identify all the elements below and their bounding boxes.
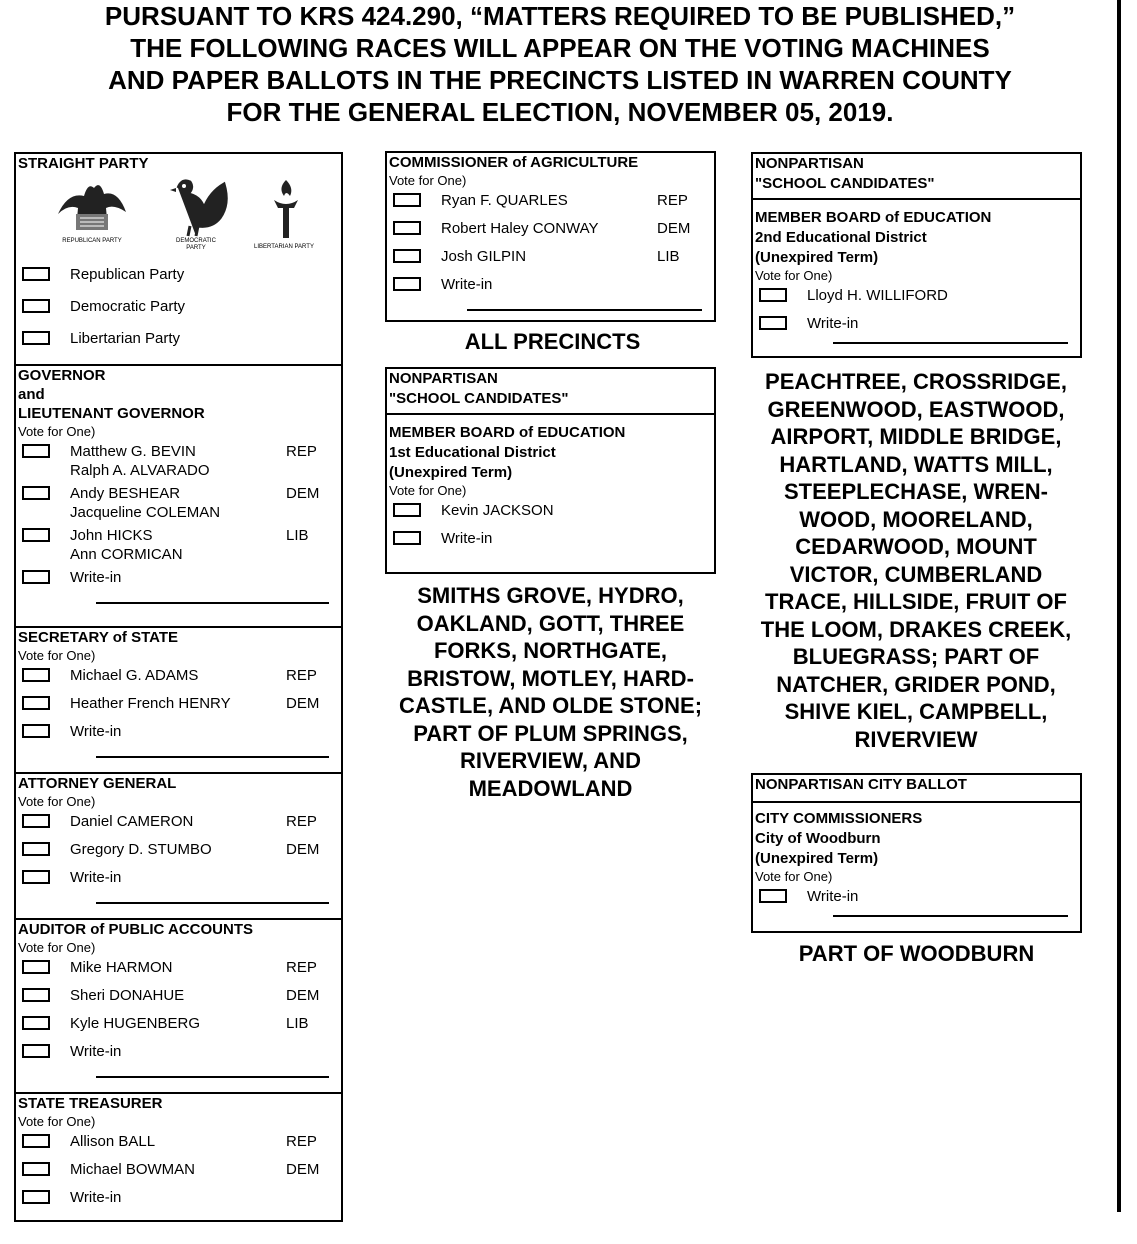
write-in-label: Write-in xyxy=(70,1189,122,1206)
candidate-row[interactable] xyxy=(387,189,714,217)
candidate-name: Michael BOWMAN xyxy=(70,1161,196,1178)
caption-line: BLUEGRASS; PART OF xyxy=(792,644,1040,669)
candidate-name: Ryan F. QUARLES xyxy=(441,192,568,209)
party-label: REP xyxy=(286,443,317,460)
party-label: DEM xyxy=(286,987,320,1004)
write-in-label: Write-in xyxy=(70,569,122,586)
headline-line: FOR THE GENERAL ELECTION, NOVEMBER 05, 2019. xyxy=(226,97,894,127)
vote-checkbox[interactable] xyxy=(22,960,50,974)
candidate-row[interactable] xyxy=(16,692,341,720)
party-label: DEM xyxy=(286,695,320,712)
party-label: DEM xyxy=(657,220,691,237)
attorney-general-section xyxy=(16,774,341,920)
race-title: ATTORNEY GENERAL xyxy=(18,775,177,792)
candidate-row[interactable] xyxy=(16,664,341,692)
caption-line: VICTOR, CUMBERLAND xyxy=(789,561,1043,587)
democratic-rooster-emblem-icon xyxy=(160,174,234,240)
vote-checkbox[interactable] xyxy=(22,1016,50,1030)
nonpartisan-header xyxy=(387,369,714,415)
vote-checkbox[interactable] xyxy=(759,889,787,903)
write-in-row[interactable] xyxy=(387,527,714,555)
vote-checkbox[interactable] xyxy=(759,316,787,330)
libertarian-torch-emblem-icon xyxy=(264,178,308,244)
write-in-line[interactable] xyxy=(467,301,702,311)
caption-line: PART OF PLUM SPRINGS, xyxy=(413,720,688,746)
vote-checkbox[interactable] xyxy=(393,277,421,291)
nonpartisan-label: NONPARTISAN xyxy=(389,370,498,387)
candidate-row[interactable] xyxy=(753,284,1080,312)
vote-checkbox[interactable] xyxy=(22,1162,50,1176)
precinct-caption-district-1 xyxy=(378,582,723,802)
caption-line: WOOD, MOORELAND, xyxy=(799,506,1033,532)
write-in-row[interactable] xyxy=(753,885,1080,913)
candidate-name: Lloyd H. WILLIFORD xyxy=(807,287,948,304)
race-title: GOVERNOR xyxy=(18,367,106,384)
caption-line: GREENWOOD, EASTWOOD, xyxy=(767,396,1065,422)
vote-checkbox[interactable] xyxy=(393,249,421,263)
write-in-row[interactable] xyxy=(16,866,341,894)
write-in-row[interactable] xyxy=(16,566,341,594)
state-treasurer-section xyxy=(16,1094,341,1244)
caption-line: NATCHER, GRIDER POND, xyxy=(776,671,1056,697)
vote-checkbox[interactable] xyxy=(759,288,787,302)
candidate-name-governor: John HICKS xyxy=(70,527,153,544)
headline-line: THE FOLLOWING RACES WILL APPEAR ON THE VOTING MACHINES xyxy=(130,33,990,63)
page-edge-divider xyxy=(1117,0,1121,1212)
race-subtitle: 1st Educational District xyxy=(389,444,556,461)
write-in-label: Write-in xyxy=(70,869,122,886)
candidate-row[interactable] xyxy=(387,245,714,273)
precinct-caption-woodburn: PART OF WOODBURN xyxy=(798,941,1035,966)
vote-checkbox[interactable] xyxy=(22,988,50,1002)
write-in-row[interactable] xyxy=(753,312,1080,340)
vote-checkbox[interactable] xyxy=(22,331,50,345)
republican-eagle-emblem-icon xyxy=(54,174,130,240)
party-name: Republican Party xyxy=(70,266,185,283)
write-in-label: Write-in xyxy=(70,723,122,740)
caption-line: THE LOOM, DRAKES CREEK, xyxy=(760,616,1072,642)
vote-checkbox[interactable] xyxy=(22,486,50,500)
candidate-name: Kyle HUGENBERG xyxy=(70,1015,201,1032)
headline-line: PURSUANT TO KRS 424.290, “MATTERS REQUIRED TO BE PUBLISHED,” xyxy=(104,1,1016,31)
candidate-name: Kevin JACKSON xyxy=(441,502,554,519)
race-title: CITY COMMISSIONERS xyxy=(755,810,923,827)
precinct-caption-all: ALL PRECINCTS xyxy=(464,329,641,354)
race-title: SECRETARY of STATE xyxy=(18,629,179,646)
vote-checkbox[interactable] xyxy=(393,221,421,235)
party-label: LIB xyxy=(657,248,680,265)
vote-checkbox[interactable] xyxy=(22,668,50,682)
race-term: (Unexpired Term) xyxy=(755,850,879,867)
vote-for-one-label: Vote for One) xyxy=(18,940,96,955)
race-title: MEMBER BOARD of EDUCATION xyxy=(755,209,992,226)
caption-line: RIVERVIEW xyxy=(854,726,978,752)
vote-checkbox[interactable] xyxy=(393,193,421,207)
ballot-column-statewide xyxy=(14,152,343,1222)
emblem-caption: REPUBLICAN PARTY xyxy=(62,238,122,244)
candidate-row[interactable] xyxy=(16,838,341,866)
vote-for-one-label: Vote for One) xyxy=(389,173,467,188)
caption-line: FORKS, NORTHGATE, xyxy=(433,638,668,663)
candidate-row[interactable] xyxy=(16,1158,341,1186)
city-ballot-header xyxy=(753,775,1080,803)
candidate-name-lieutenant: Jacqueline COLEMAN xyxy=(70,504,221,521)
party-label: REP xyxy=(286,667,317,684)
school-board-district-2-box xyxy=(751,152,1082,358)
candidate-row[interactable] xyxy=(387,217,714,245)
write-in-label: Write-in xyxy=(807,888,859,905)
party-option-libertarian[interactable] xyxy=(16,327,336,355)
candidate-name-lieutenant: Ann CORMICAN xyxy=(70,546,183,563)
race-subtitle: City of Woodburn xyxy=(755,830,881,847)
city-commissioners-box xyxy=(751,773,1082,933)
caption-line: MEADOWLAND xyxy=(468,775,633,801)
caption-line: AIRPORT, MIDDLE BRIDGE, xyxy=(770,424,1062,449)
party-option-republican[interactable] xyxy=(16,263,336,291)
candidate-name xyxy=(70,526,183,564)
candidate-row[interactable] xyxy=(16,524,341,566)
caption-line: OAKLAND, GOTT, THREE xyxy=(416,610,685,636)
caption-line: HARTLAND, WATTS MILL, xyxy=(779,451,1053,477)
write-in-row[interactable] xyxy=(16,720,341,748)
caption-line: CASTLE, AND OLDE STONE; xyxy=(398,693,703,718)
candidate-name-lieutenant: Ralph A. ALVARADO xyxy=(70,462,210,479)
nonpartisan-label: NONPARTISAN xyxy=(755,155,864,172)
race-title: and xyxy=(18,386,45,403)
race-title: STATE TREASURER xyxy=(18,1095,163,1112)
candidate-name: Michael G. ADAMS xyxy=(70,667,199,684)
emblem-caption: DEMOCRATIC PARTY xyxy=(176,238,216,251)
vote-for-one-label: Vote for One) xyxy=(755,869,833,884)
race-title: AUDITOR of PUBLIC ACCOUNTS xyxy=(18,921,253,938)
governor-race-section xyxy=(16,366,341,628)
candidate-row[interactable] xyxy=(16,1130,341,1158)
vote-checkbox[interactable] xyxy=(22,1190,50,1204)
caption-line: STEEPLECHASE, WREN- xyxy=(783,479,1049,504)
vote-for-one-label: Vote for One) xyxy=(18,1114,96,1129)
write-in-line[interactable] xyxy=(96,894,329,904)
write-in-line[interactable] xyxy=(96,748,329,758)
straight-party-section xyxy=(16,154,341,366)
caption-line: TRACE, HILLSIDE, FRUIT OF xyxy=(765,589,1067,614)
write-in-row[interactable] xyxy=(16,1186,341,1214)
vote-checkbox[interactable] xyxy=(22,528,50,542)
write-in-label: Write-in xyxy=(807,315,859,332)
candidate-name-governor: Matthew G. BEVIN xyxy=(70,443,196,460)
secretary-of-state-section xyxy=(16,628,341,774)
write-in-label: Write-in xyxy=(441,276,493,293)
caption-line: PEACHTREE, CROSSRIDGE, xyxy=(765,369,1067,394)
candidate-row[interactable] xyxy=(16,482,341,524)
candidate-name: Daniel CAMERON xyxy=(70,813,194,830)
caption-line: CEDARWOOD, MOUNT xyxy=(795,534,1037,559)
vote-for-one-label: Vote for One) xyxy=(18,794,96,809)
vote-for-one-label: Vote for One) xyxy=(18,424,96,439)
vote-checkbox[interactable] xyxy=(22,444,50,458)
vote-checkbox[interactable] xyxy=(22,814,50,828)
emblem-caption: LIBERTARIAN PARTY xyxy=(254,244,314,250)
candidate-row[interactable] xyxy=(16,440,341,482)
candidate-name xyxy=(70,484,220,522)
vote-checkbox[interactable] xyxy=(22,870,50,884)
caption-line: BRISTOW, MOTLEY, HARD- xyxy=(407,665,694,691)
school-candidates-label: "SCHOOL CANDIDATES" xyxy=(755,175,935,192)
vote-checkbox[interactable] xyxy=(22,842,50,856)
candidate-row[interactable] xyxy=(16,984,341,1012)
race-title: MEMBER BOARD of EDUCATION xyxy=(389,424,626,441)
candidate-name: Sheri DONAHUE xyxy=(70,987,185,1004)
section-title: STRAIGHT PARTY xyxy=(18,155,149,172)
vote-checkbox[interactable] xyxy=(22,724,50,738)
write-in-row[interactable] xyxy=(387,273,714,301)
candidate-name: Josh GILPIN xyxy=(441,248,527,265)
candidate-row[interactable] xyxy=(387,499,714,527)
caption-line: RIVERVIEW, AND xyxy=(460,748,641,773)
candidate-name: Mike HARMON xyxy=(70,959,173,976)
candidate-name-governor: Andy BESHEAR xyxy=(70,485,181,502)
precinct-caption-district-2 xyxy=(740,368,1092,753)
party-name: Democratic Party xyxy=(70,298,186,315)
caption-line: SHIVE KIEL, CAMPBELL, xyxy=(784,699,1048,724)
vote-checkbox[interactable] xyxy=(22,696,50,710)
vote-checkbox[interactable] xyxy=(22,1044,50,1058)
auditor-section xyxy=(16,920,341,1094)
city-ballot-label: NONPARTISAN CITY BALLOT xyxy=(755,776,967,793)
school-candidates-label: "SCHOOL CANDIDATES" xyxy=(389,390,569,407)
vote-for-one-label: Vote for One) xyxy=(755,268,833,283)
party-label: REP xyxy=(657,192,688,209)
agriculture-race-box xyxy=(385,151,716,322)
vote-for-one-label: Vote for One) xyxy=(389,483,467,498)
party-option-democratic[interactable] xyxy=(16,295,336,323)
party-label: REP xyxy=(286,959,317,976)
candidate-name: Gregory D. STUMBO xyxy=(70,841,212,858)
vote-checkbox[interactable] xyxy=(22,1134,50,1148)
candidate-row[interactable] xyxy=(16,956,341,984)
party-label: LIB xyxy=(286,1015,309,1032)
candidate-row[interactable] xyxy=(16,1012,341,1040)
vote-checkbox[interactable] xyxy=(393,503,421,517)
party-label: REP xyxy=(286,813,317,830)
write-in-label: Write-in xyxy=(70,1043,122,1060)
write-in-label: Write-in xyxy=(441,530,493,547)
vote-checkbox[interactable] xyxy=(22,299,50,313)
party-label: LIB xyxy=(286,527,309,544)
party-label: REP xyxy=(286,1133,317,1150)
party-label: DEM xyxy=(286,485,320,502)
school-board-district-1-box xyxy=(385,367,716,574)
party-name: Libertarian Party xyxy=(70,330,181,347)
candidate-row[interactable] xyxy=(16,810,341,838)
vote-for-one-label: Vote for One) xyxy=(18,648,96,663)
vote-checkbox[interactable] xyxy=(22,570,50,584)
race-title: LIEUTENANT GOVERNOR xyxy=(18,405,205,422)
nonpartisan-header xyxy=(753,154,1080,200)
party-label: DEM xyxy=(286,1161,320,1178)
vote-checkbox[interactable] xyxy=(22,267,50,281)
candidate-name: Robert Haley CONWAY xyxy=(441,220,599,237)
candidate-name: Allison BALL xyxy=(70,1133,156,1150)
write-in-line[interactable] xyxy=(96,1068,329,1078)
party-label: DEM xyxy=(286,841,320,858)
caption-line: SMITHS GROVE, HYDRO, xyxy=(417,583,684,608)
vote-checkbox[interactable] xyxy=(393,531,421,545)
candidate-name: Heather French HENRY xyxy=(70,695,231,712)
race-title: COMMISSIONER of AGRICULTURE xyxy=(389,154,639,171)
write-in-row[interactable] xyxy=(16,1040,341,1068)
candidate-name xyxy=(70,442,210,480)
write-in-line[interactable] xyxy=(96,594,329,604)
race-term: (Unexpired Term) xyxy=(755,249,879,266)
notice-headline xyxy=(20,0,1100,128)
headline-line: AND PAPER BALLOTS IN THE PRECINCTS LISTED IN WARREN COUNTY xyxy=(108,65,1012,95)
race-subtitle: 2nd Educational District xyxy=(755,229,927,246)
race-term: (Unexpired Term) xyxy=(389,464,513,481)
